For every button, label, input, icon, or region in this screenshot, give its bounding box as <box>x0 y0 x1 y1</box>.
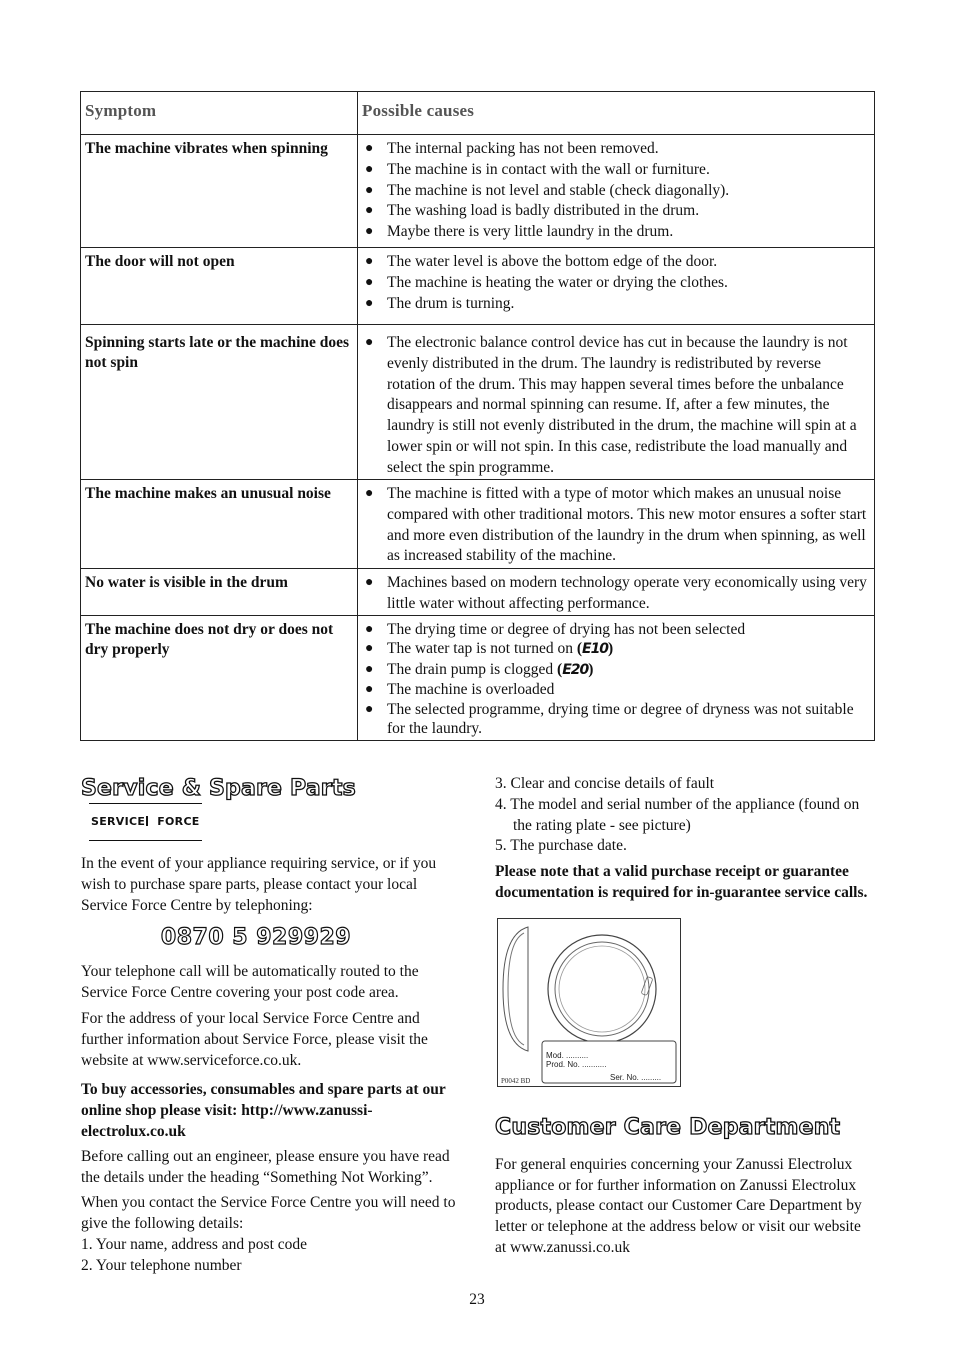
bullet-icon: ● <box>365 161 374 177</box>
rating-plate-picture <box>497 918 681 1087</box>
bullet-icon: ● <box>365 661 374 677</box>
customer-care-heading: Customer Care Department <box>495 1114 841 1140</box>
bullet-icon: ● <box>365 335 374 350</box>
table-row <box>81 325 875 480</box>
bullet-icon: ● <box>365 486 374 501</box>
cause-item: ● The selected programme, drying time or degree of dryness was not suitable for the laundry. <box>365 700 854 738</box>
bullet-icon: ● <box>365 182 374 198</box>
detail-item: 2. Your telephone number <box>81 1256 242 1274</box>
table-row <box>81 569 875 616</box>
cause-item: ● The machine is fitted with a type of motor which makes an unusual noise compared with other traditional motors. This new motor ensures a softer start and more even distribution of the laundry in the drum when spinning, as well as increased stability of the machine. <box>365 485 867 565</box>
bullet-icon: ● <box>365 701 374 717</box>
symptom-cell: The door will not open <box>81 248 358 325</box>
cause-item: ● Machines based on modern technology operate very economically using very little water without affecting performance. <box>365 574 867 612</box>
cause-item: ● The machine is overloaded <box>365 681 555 699</box>
service-routed-text: Your telephone call will be automatically routed to the Service Force Centre covering your post code area. <box>81 963 419 1002</box>
causes-cell <box>358 248 875 325</box>
symptom-cell: The machine makes an unusual noise <box>81 480 358 569</box>
bullet-icon: ● <box>365 575 374 590</box>
service-column <box>81 772 461 1277</box>
troubleshooting-table <box>80 91 875 741</box>
service-phone-number: 0870 5 929929 <box>160 925 352 951</box>
detail-item: 4. The model and serial number of the appliance (found on the rating plate - see picture) <box>495 795 860 834</box>
service-force-logo: SERVICE FORCE <box>89 803 202 841</box>
bullet-icon: ● <box>365 254 374 269</box>
service-intro: In the event of your appliance requiring service, or if you wish to purchase spare parts, please contact your local Service Force Centre by telephoning: <box>81 855 437 914</box>
cause-item: ● The drum is turning. <box>362 294 868 315</box>
detail-item: 5. The purchase date. <box>495 837 627 855</box>
symptom-cell: The machine vibrates when spinning <box>81 135 358 248</box>
bullet-icon: ● <box>365 295 374 311</box>
detail-item: 3. Clear and concise details of fault <box>495 775 715 792</box>
cause-item: ● The machine is heating the water or drying the clothes. <box>362 273 868 294</box>
plate-prod: Prod. No. ........... <box>546 1059 607 1069</box>
table-row <box>81 480 875 569</box>
cause-item: ● The water tap is not turned on (E10) <box>365 640 614 658</box>
bullet-icon: ● <box>365 203 374 219</box>
cause-item: ● The internal packing has not been removed. <box>362 139 868 160</box>
plate-ser: Ser. No. ......... <box>610 1072 662 1082</box>
guarantee-note: Please note that a valid purchase receipt or guarantee documentation is required for in-guarantee service calls. <box>495 863 868 901</box>
bullet-icon: ● <box>365 641 374 657</box>
plate-mod: Mod. .......... <box>546 1050 589 1060</box>
table-row <box>81 248 875 325</box>
bullet-icon: ● <box>365 141 374 156</box>
causes-cell <box>358 135 875 248</box>
service-heading: Service & Spare PartsSERVICE FORCE <box>81 772 461 844</box>
table-header-row <box>81 92 875 135</box>
cause-item: ● The drain pump is clogged (E20) <box>365 660 594 678</box>
cause-item: ● The machine is in contact with the wall or furniture. <box>362 160 868 181</box>
cause-item: ● The machine is not level and stable (check diagonally). <box>362 181 868 202</box>
page-number: 23 <box>469 1291 485 1308</box>
washing-machine-illustration <box>498 919 680 1086</box>
before-calling-text: Before calling out an engineer, please ensure you have read the details under the heading “Something Not Working”. <box>81 1147 450 1186</box>
table-row <box>81 135 875 248</box>
cause-item: ● The water level is above the bottom edge of the door. <box>362 252 868 273</box>
bullet-icon: ● <box>365 622 374 637</box>
error-code-e10: E10 <box>582 641 609 658</box>
causes-cell <box>358 569 875 616</box>
cause-item: ● The electronic balance control device has cut in because the laundry is not evenly distributed in the drum. The laundry is redistributed by reverse rotation of the drum. This may happen several times before the unbalance disappears and normal spinning can resume. If, after a few minutes, the laundry is still not evenly distributed in the drum, the machine will spin at a lower spin or will not spin. In this case, redistribute the load manually and select the spin programme. <box>365 334 857 476</box>
online-shop-text: To buy accessories, consumables and spare parts at our online shop please visit: http://www.zanussi-electrolux.co.uk <box>81 1081 446 1140</box>
causes-cell <box>358 616 875 741</box>
symptom-cell: Spinning starts late or the machine does not spin <box>81 325 358 480</box>
cause-item: ● The drying time or degree of drying has not been selected <box>365 621 746 638</box>
error-code-e20: E20 <box>562 661 589 678</box>
possible-causes-header: Possible causes <box>358 92 875 135</box>
causes-cell <box>358 480 875 569</box>
plate-code: P0042 BD <box>501 1076 531 1085</box>
service-address-text: For the address of your local Service Force Centre and further information about Service Force, please visit the website at www.serviceforce.co.uk. <box>81 1009 428 1069</box>
symptom-cell: The machine does not dry or does not dry properly <box>81 616 358 741</box>
cause-item: ● The washing load is badly distributed in the drum. <box>362 201 868 222</box>
symptom-cell: No water is visible in the drum <box>81 569 358 616</box>
bullet-icon: ● <box>365 682 374 698</box>
when-contact-text: When you contact the Service Force Centre you will need to give the following details: <box>81 1194 456 1233</box>
causes-cell <box>358 325 875 480</box>
cause-item: ● Maybe there is very little laundry in the drum. <box>362 222 868 243</box>
customer-care-text: For general enquiries concerning your Zanussi Electrolux appliance or for further information on Zanussi Electrolux products, please contact our Customer Care Department by letter or telephone at the address below or visit our website at www.zanussi.co.uk <box>495 1155 862 1256</box>
bullet-icon: ● <box>365 274 374 290</box>
details-column <box>495 772 875 1259</box>
symptom-header: Symptom <box>81 92 358 135</box>
bullet-icon: ● <box>365 224 374 240</box>
detail-item: 1. Your name, address and post code <box>81 1235 308 1253</box>
table-row <box>81 616 875 741</box>
